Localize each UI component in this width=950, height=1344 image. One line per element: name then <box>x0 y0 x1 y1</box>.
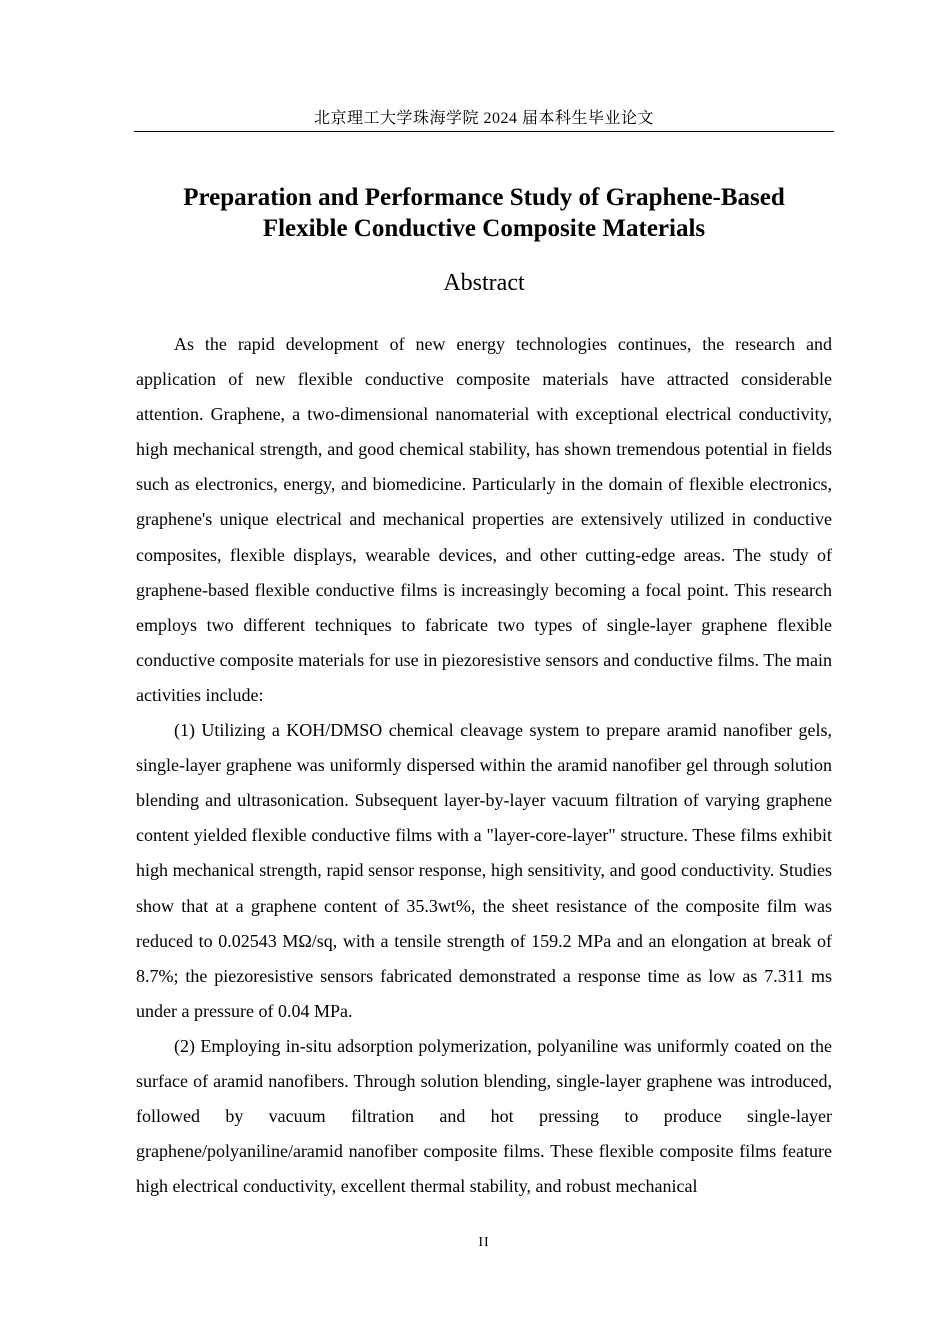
page-number: II <box>478 1235 490 1250</box>
abstract-paragraph-1: (1) Utilizing a KOH/DMSO chemical cleavage system to prepare aramid nanofiber gels, single-layer graphene was uniformly dispersed within the aramid nanofiber gel through solution blending and ultrasonication. Subsequent layer-by-layer vacuum filtration of varying graphene content yielded flexible conductive films with a "layer-core-layer" structure. These films exhibit high mechanical strength, rapid sensor response, high sensitivity, and good conductivity. Studies show that at a graphene content of 35.3wt%, the sheet resistance of the composite film was reduced to 0.02543 MΩ/sq, with a tensile strength of 159.2 MPa and an elongation at break of 8.7%; the piezoresistive sensors fabricated demonstrated a response time as low as 7.311 ms under a pressure of 0.04 MPa. <box>136 720 832 1021</box>
title-line-2: Flexible Conductive Composite Materials <box>262 215 706 242</box>
abstract-paragraph-2: (2) Employing in-situ adsorption polymerization, polyaniline was uniformly coated on the surface of aramid nanofibers. Through solution blending, single-layer graphene was introduced, followed by vacuum filtration and hot pressing to produce single-layer graphene/polyaniline/aramid nanofiber composite films. These flexible composite films feature high electrical conductivity, excellent thermal stability, and robust mechanical <box>136 1035 832 1197</box>
header-rule <box>134 131 834 132</box>
abstract-heading: Abstract <box>443 270 525 296</box>
document-title <box>134 182 834 244</box>
running-header: 北京理工大学珠海学院 2024 届本科生毕业论文 <box>313 110 654 127</box>
title-line-1: Preparation and Performance Study of Graphene-Based <box>183 184 785 211</box>
abstract-paragraph-intro: As the rapid development of new energy technologies continues, the research and application of new flexible conductive composite materials have attracted considerable attention. Graphene, a two-dimensional nanomaterial with exceptional electrical conductivity, high mechanical strength, and good chemical stability, has shown tremendous potential in fields such as electronics, energy, and biomedicine. Particularly in the domain of flexible electronics, graphene's unique electrical and mechanical properties are extensively utilized in conductive composites, flexible displays, wearable devices, and other cutting-edge areas. The study of graphene-based flexible conductive films is increasingly becoming a focal point. This research employs two different techniques to fabricate two types of single-layer graphene flexible conductive composite materials for use in piezoresistive sensors and conductive films. The main activities include: <box>136 334 832 705</box>
abstract-body <box>136 327 832 1204</box>
